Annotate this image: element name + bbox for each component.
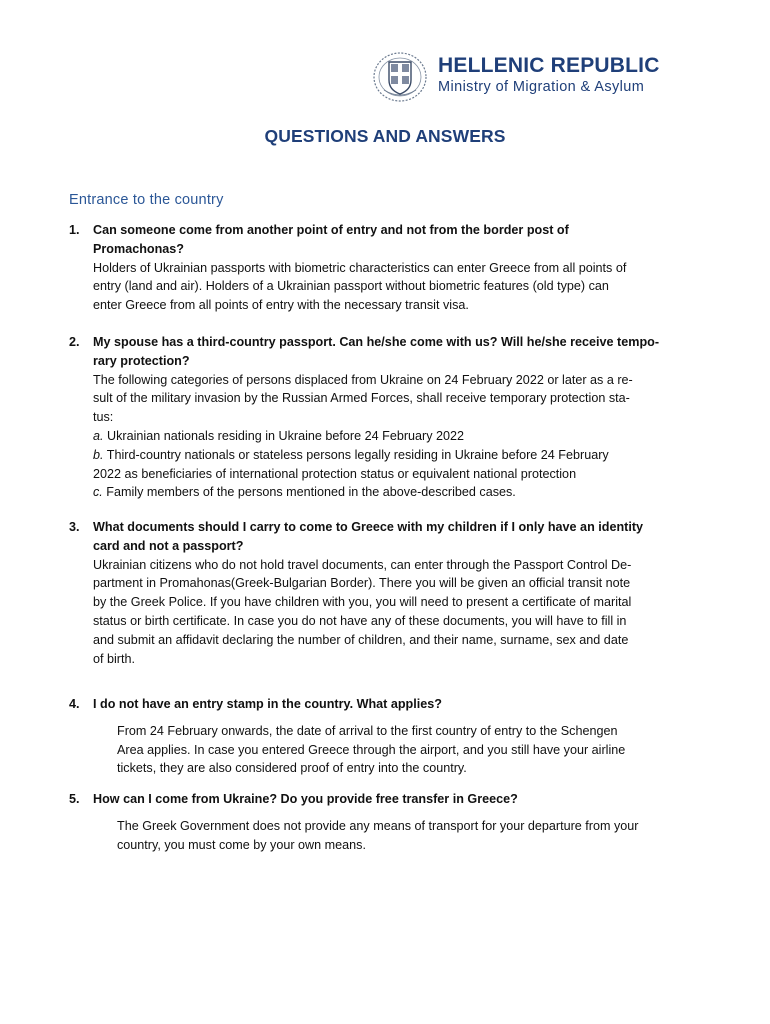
answer-line: country, you must come by your own means. — [117, 837, 366, 852]
page-title: QUESTIONS AND ANSWERS — [264, 126, 506, 146]
answer-line: tus: — [93, 410, 114, 425]
section-heading: Entrance to the country — [69, 192, 224, 208]
answer-line: by the Greek Police. If you have children with you, you will need to present a certificate of marital — [93, 595, 632, 610]
question-text — [93, 695, 705, 714]
qa-item-1 — [69, 221, 705, 315]
answer-text — [93, 371, 705, 503]
question-text — [93, 221, 705, 259]
answer-text — [93, 259, 705, 315]
question-number: 3. — [69, 520, 80, 534]
question-line: What documents should I carry to come to Greece with my children if I only have an identity — [93, 520, 644, 534]
question-line: My spouse has a third-country passport. Can he/she come with us? Will he/she receive tempo- — [93, 335, 660, 349]
qa-item-3 — [69, 518, 705, 668]
greek-coat-of-arms-icon — [372, 50, 428, 102]
question-line: I do not have an entry stamp in the country. What applies? — [93, 697, 442, 711]
answer-line: Holders of Ukrainian passports with biometric characteristics can enter Greece from all points of — [93, 260, 627, 275]
question-number: 2. — [69, 335, 80, 349]
question-line: How can I come from Ukraine? Do you provide free transfer in Greece? — [93, 792, 518, 806]
question-number: 1. — [69, 223, 80, 237]
answer-text — [93, 556, 705, 669]
answer-line: partment in Promahonas(Greek-Bulgarian Border). There you will be given an official transit note — [93, 576, 631, 591]
list-item — [93, 427, 705, 446]
list-marker: c. — [93, 485, 103, 500]
list-item — [93, 446, 705, 465]
question-number: 5. — [69, 792, 80, 806]
qa-item-4 — [69, 695, 705, 778]
qa-item-5 — [69, 790, 705, 854]
question-line: rary protection? — [93, 353, 190, 368]
answer-line: enter Greece from all points of entry with the necessary transit visa. — [93, 298, 469, 313]
answer-line: The Greek Government does not provide any means of transport for your departure from your — [117, 818, 639, 833]
answer-line: and submit an affidavit declaring the number of children, and their name, surname, sex and date — [93, 632, 629, 647]
answer-line: of birth. — [93, 651, 135, 666]
answer-text — [117, 817, 705, 855]
list-item-text: Ukrainian nationals residing in Ukraine before 24 February 2022 — [107, 428, 465, 443]
answer-text — [117, 722, 705, 778]
question-line: Can someone come from another point of entry and not from the border post of — [93, 223, 569, 237]
ministry-header — [372, 50, 732, 102]
list-item — [93, 483, 705, 502]
answer-line: sult of the military invasion by the Russian Armed Forces, shall receive temporary protection sta- — [93, 391, 630, 406]
answer-line: Area applies. In case you entered Greece through the airport, and you still have your airline — [117, 742, 626, 757]
qa-item-2 — [69, 333, 705, 502]
list-marker: b. — [93, 447, 104, 462]
question-line: card and not a passport? — [93, 538, 244, 553]
question-number: 4. — [69, 697, 80, 711]
answer-line: status or birth certificate. In case you do not have any of these documents, you will have to fill in — [93, 613, 627, 628]
question-text — [93, 790, 705, 809]
answer-line: The following categories of persons displaced from Ukraine on 24 February 2022 or later as a re- — [93, 372, 633, 387]
answer-line: Ukrainian citizens who do not hold travel documents, can enter through the Passport Control De- — [93, 557, 632, 572]
ministry-subtitle: Ministry of Migration & Asylum — [438, 79, 645, 95]
list-marker: a. — [93, 428, 104, 443]
question-line: Promachonas? — [93, 241, 184, 256]
list-item-text: Third-country nationals or stateless persons legally residing in Ukraine before 24 February — [106, 447, 609, 462]
answer-line: tickets, they are also considered proof of entry into the country. — [117, 761, 467, 776]
answer-line: entry (land and air). Holders of a Ukrainian passport without biometric features (old type) can — [93, 279, 609, 294]
question-text — [93, 518, 705, 556]
answer-line: From 24 February onwards, the date of arrival to the first country of entry to the Schengen — [117, 723, 618, 738]
question-text — [93, 333, 705, 371]
list-item-text: Family members of the persons mentioned in the above-described cases. — [106, 485, 516, 500]
republic-title: HELLENIC REPUBLIC — [438, 54, 660, 77]
list-item-text: 2022 as beneficiaries of international protection status or equivalent national protection — [93, 466, 577, 481]
